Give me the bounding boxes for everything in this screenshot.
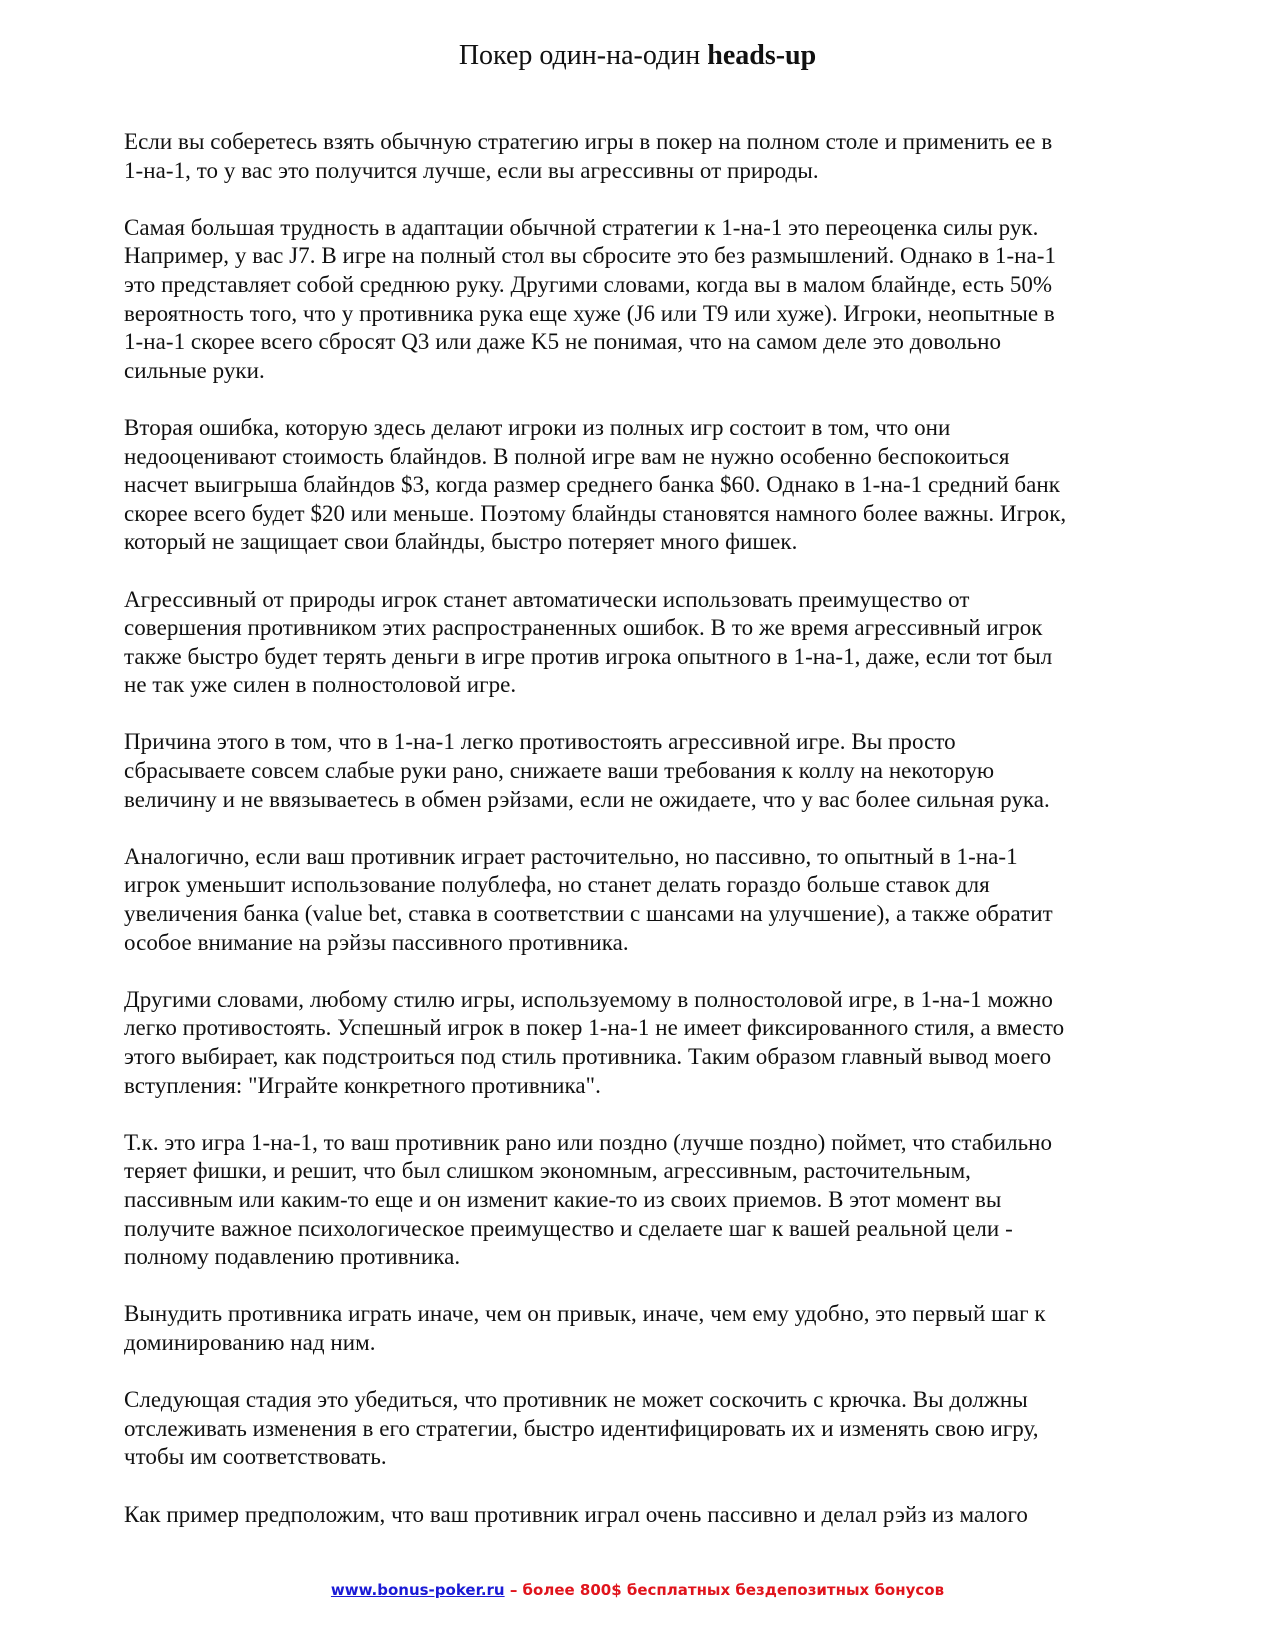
paragraph: Если вы соберетесь взять обычную стратегию игры в покер на полном столе и применить ее в 1-на-1, то у вас это получится лучше, если вы агрессивны от природы. — [124, 129, 1053, 183]
article-body — [124, 128, 1164, 1558]
paragraph: Следующая стадия это убедиться, что противник не может соскочить с крючка. Вы должны отслеживать изменения в его стратегии, быстро идентифицировать их и изменять свою игру, чтобы им соответствовать. — [124, 1387, 1039, 1470]
footer-link[interactable]: www.bonus-poker.ru — [330, 1581, 505, 1599]
title-plain: Покер один-на-один — [458, 40, 708, 71]
paragraph: Т.к. это игра 1-на-1, то ваш противник рано или поздно (лучше поздно) поймет, что стабильно теряет фишки, и решит, что был слишком экономным, агрессивным, расточительным, пассивным или каким-то еще и он изменит какие-то из своих приемов. В этот момент вы получите важное психологическое преимущество и сделаете шаг к вашей реальной цели - полному подавлению противника. — [124, 1129, 1053, 1270]
paragraph: Аналогично, если ваш противник играет расточительно, но пассивно, то опытный в 1-на-1 игрок уменьшит использование полублефа, но станет делать гораздо больше ставок для увеличения банка (value bet, ставка в соответствии с шансами на улучшение), а также обратит особое внимание на рэйзы пассивного противника. — [124, 843, 1053, 955]
page-title — [0, 38, 1275, 74]
footer-promo — [0, 1580, 1275, 1600]
paragraph: Другими словами, любому стилю игры, используемому в полностоловой игре, в 1-на-1 можно легко противостоять. Успешный игрок в покер 1-на-1 не имеет фиксированного стиля, а вместо этого выбирает, как подстроиться под стиль противника. Таким образом главный вывод моего вступления: "Играйте конкретного противника". — [124, 986, 1065, 1098]
paragraph: Как пример предположим, что ваш противник играл очень пассивно и делал рэйз из малого — [124, 1501, 1028, 1527]
paragraph: Вынудить противника играть иначе, чем он привык, иначе, чем ему удобно, это первый шаг к доминированию над ним. — [124, 1301, 1046, 1355]
paragraph: Агрессивный от природы игрок станет автоматически использовать преимущество от совершения противником этих распространенных ошибок. В то же время агрессивный игрок также быстро будет терять деньги в игре против игрока опытного в 1-на-1, даже, если тот был не так уже силен в полностоловой игре. — [124, 586, 1053, 698]
footer-promo-text: – более 800$ бесплатных бездепозитных бонусов — [504, 1581, 945, 1599]
paragraph: Вторая ошибка, которую здесь делают игроки из полных игр состоит в том, что они недооценивают стоимость блайндов. В полной игре вам не нужно особенно беспокоиться насчет выигрыша блайндов $3, когда размер среднего банка $60. Однако в 1-на-1 средний банк скорее всего будет $20 или меньше. Поэтому блайнды становятся намного более важны. Игрок, который не защищает свои блайнды, быстро потеряет много фишек. — [124, 414, 1067, 555]
paragraph: Причина этого в том, что в 1-на-1 легко противостоять агрессивной игре. Вы просто сбрасываете совсем слабые руки рано, снижаете ваши требования к коллу на некоторую величину и не ввязываетесь в обмен рэйзами, если не ожидаете, что у вас более сильная рука. — [124, 729, 1050, 812]
title-bold: heads-up — [707, 40, 817, 71]
paragraph: Самая большая трудность в адаптации обычной стратегии к 1-на-1 это переоценка силы рук. Например, у вас J7. В игре на полный стол вы сбросите это без размышлений. Однако в 1-на-1 это представляет собой среднюю руку. Другими словами, когда вы в малом блайнде, есть 50% вероятность того, что у противника рука еще хуже (J6 или T9 или хуже). Игроки, неопытные в 1-на-1 скорее всего сбросят Q3 или даже K5 не понимая, что на самом деле это довольно сильные руки. — [124, 214, 1057, 383]
